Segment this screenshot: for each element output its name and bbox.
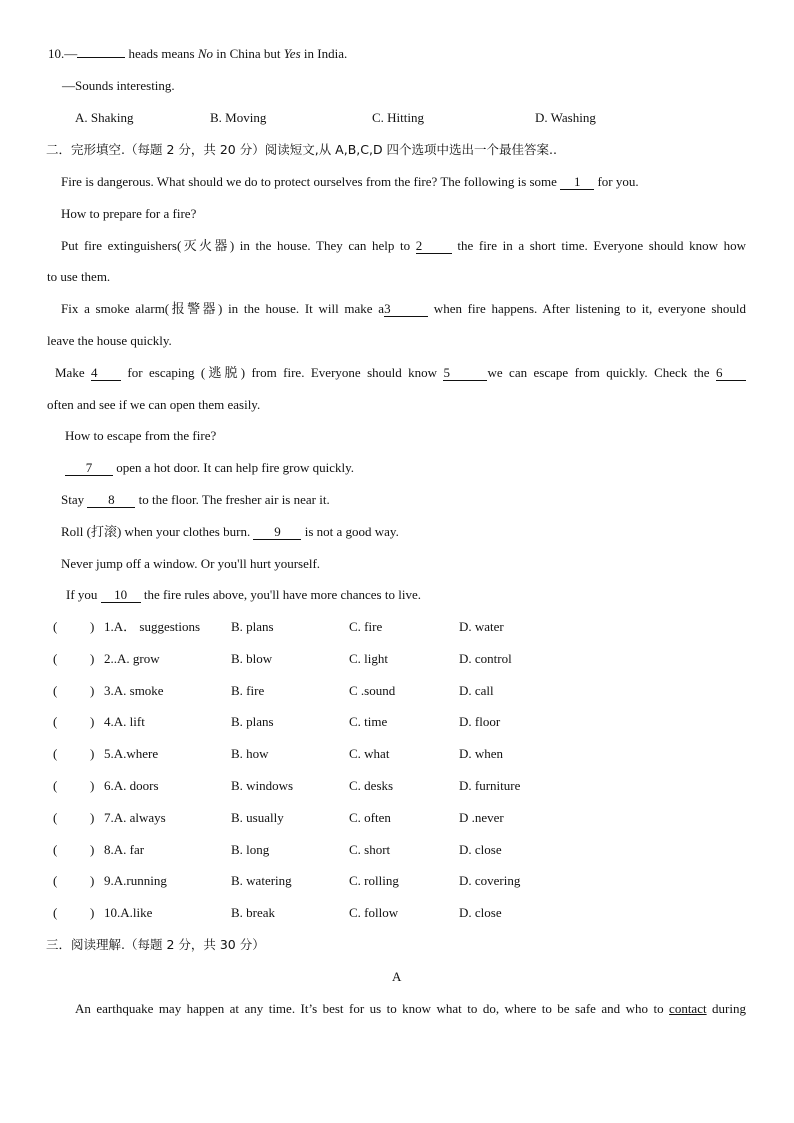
choice-option-b: B. plans <box>231 714 274 729</box>
choice-option-d: D. water <box>459 619 504 634</box>
passage-text: open a hot door. It can help fire grow quickly. <box>113 460 355 475</box>
choice-option-a: 2..A. grow <box>104 651 160 666</box>
answer-bracket: ( <box>53 714 58 729</box>
choice-option-c: C. follow <box>349 905 399 920</box>
choice-option-b: B. watering <box>231 873 292 888</box>
passage-line <box>61 301 746 317</box>
choice-option-b: B. plans <box>231 619 274 634</box>
blank-7: 7 <box>65 461 113 476</box>
choice-option-a: 7.A. always <box>104 810 166 825</box>
passage-line <box>61 238 746 254</box>
choice-option-d: D. call <box>459 683 494 698</box>
blank-3: 3 <box>384 302 428 317</box>
choice-option-b: B. fire <box>231 683 265 698</box>
choice-option-a: 4.A. lift <box>104 714 145 729</box>
choice-option-c: C. what <box>349 746 390 761</box>
choice-option-b: B. long <box>231 842 270 857</box>
answer-bracket: ( <box>53 619 58 634</box>
blank-4: 4 <box>91 366 121 381</box>
q10-text: heads means <box>125 46 198 61</box>
passage-text: Fix a smoke alarm(报警器) in the house. It will make a <box>61 301 385 316</box>
passage-text: for you. <box>594 174 639 189</box>
q10-option-b: B. Moving <box>210 110 267 125</box>
q10-option-c: C. Hitting <box>372 110 425 125</box>
passage-text: Put fire extinguishers(灭火器) in the house. They can help to <box>61 238 416 253</box>
passage-line <box>61 492 330 508</box>
answer-bracket: ( <box>53 651 58 666</box>
q10-text: in China but <box>212 46 284 61</box>
passage-text: for escaping (逃脱) from fire. Everyone should know <box>121 365 444 380</box>
choice-option-c: C. time <box>349 714 388 729</box>
passage-line: leave the house quickly. <box>47 333 172 348</box>
q10-option-a: A. Shaking <box>75 110 134 125</box>
passage-text: If you <box>66 587 101 602</box>
choice-option-b: B. usually <box>231 810 284 825</box>
choice-option-a: 6.A. doors <box>104 778 159 793</box>
choice-option-d: D. close <box>459 905 502 920</box>
passage-text: during <box>706 1001 746 1016</box>
choice-option-c: C. fire <box>349 619 383 634</box>
choice-option-d: D. furniture <box>459 778 521 793</box>
answer-bracket: ) <box>90 873 95 888</box>
choice-option-a: 1.A． suggestions <box>104 619 201 634</box>
choice-option-d: D. covering <box>459 873 521 888</box>
choice-option-b: B. windows <box>231 778 294 793</box>
passage-line: Never jump off a window. Or you'll hurt yourself. <box>61 556 321 571</box>
answer-bracket: ) <box>90 714 95 729</box>
q10-option-d: D. Washing <box>535 110 596 125</box>
choice-option-c: C. often <box>349 810 391 825</box>
section3-heading: 三．阅读理解.（每题 2 分，共 30 分） <box>46 937 265 952</box>
passage-line: to use them. <box>47 269 111 284</box>
blank-5: 5 <box>443 366 487 381</box>
blank-8: 8 <box>87 493 135 508</box>
choice-option-a: 3.A. smoke <box>104 683 164 698</box>
q10-no: No <box>197 46 213 61</box>
passage-line <box>75 1001 746 1017</box>
passage-text: we can escape from quickly. Check the <box>487 365 716 380</box>
passage-line <box>61 524 399 540</box>
subheading-prepare: How to prepare for a fire? <box>61 206 197 221</box>
choice-option-d: D. floor <box>459 714 501 729</box>
choice-option-c: C .sound <box>349 683 396 698</box>
answer-bracket: ) <box>90 905 95 920</box>
answer-bracket: ( <box>53 905 58 920</box>
q10-yes: Yes <box>283 46 301 61</box>
q10-text: in India. <box>300 46 348 61</box>
answer-bracket: ( <box>53 683 58 698</box>
q10-reply: —Sounds interesting. <box>62 78 175 93</box>
blank-2: 2 <box>416 239 452 254</box>
answer-bracket: ( <box>53 778 58 793</box>
blank-1: 1 <box>560 175 594 190</box>
choice-option-a: 10.A.like <box>104 905 153 920</box>
subheading-escape: How to escape from the fire? <box>65 428 217 443</box>
choice-option-c: C. rolling <box>349 873 399 888</box>
passage-text: An earthquake may happen at any time. It’s best for us to know what to do, where to be safe and who to <box>75 1001 670 1016</box>
passage-line <box>66 587 421 603</box>
answer-bracket: ( <box>53 746 58 761</box>
passage-text: the fire in a short time. Everyone should know how <box>451 238 746 253</box>
answer-bracket: ) <box>90 651 95 666</box>
q10-line <box>48 46 347 62</box>
answer-bracket: ) <box>90 619 95 634</box>
choice-option-c: C. desks <box>349 778 394 793</box>
answer-bracket: ) <box>90 683 95 698</box>
passage-text: Roll (打滚) when your clothes burn. <box>61 524 254 539</box>
passage-line <box>65 460 354 476</box>
passage-line <box>55 365 746 381</box>
answer-bracket: ( <box>53 810 58 825</box>
choice-option-d: D. when <box>459 746 504 761</box>
choice-option-d: D. close <box>459 842 502 857</box>
passage-text: Stay <box>61 492 88 507</box>
passage-text: Fire is dangerous. What should we do to protect ourselves from the fire? The following is some <box>61 174 561 189</box>
answer-bracket: ) <box>90 746 95 761</box>
answer-bracket: ) <box>90 842 95 857</box>
section2-heading: 二．完形填空.（每题 2 分，共 20 分）阅读短文,从 A,B,C,D 四个选项中选出一个最佳答案.. <box>46 142 557 157</box>
choice-option-a: 9.A.running <box>104 873 167 888</box>
passage-text: to the floor. The fresher air is near it. <box>135 492 330 507</box>
blank-10: 10 <box>101 588 141 603</box>
choice-option-b: B. break <box>231 905 276 920</box>
passage-label: A <box>392 969 402 984</box>
underlined-word: contact <box>669 1001 707 1016</box>
answer-bracket: ) <box>90 778 95 793</box>
choice-option-b: B. how <box>231 746 269 761</box>
answer-bracket: ( <box>53 873 58 888</box>
choice-option-b: B. blow <box>231 651 273 666</box>
passage-text: the fire rules above, you'll have more chances to live. <box>140 587 421 602</box>
choice-option-a: 8.A. far <box>104 842 145 857</box>
q10-blank <box>77 57 125 58</box>
passage-text: is not a good way. <box>301 524 399 539</box>
passage-line: often and see if we can open them easily. <box>47 397 261 412</box>
choice-option-c: C. light <box>349 651 389 666</box>
blank-9: 9 <box>253 525 301 540</box>
answer-bracket: ) <box>90 810 95 825</box>
choice-option-c: C. short <box>349 842 391 857</box>
choice-option-a: 5.A.where <box>104 746 159 761</box>
answer-bracket: ( <box>53 842 58 857</box>
passage-line <box>61 174 639 190</box>
passage-text: when fire happens. After listening to it, everyone should <box>428 301 747 316</box>
choice-option-d: D. control <box>459 651 512 666</box>
passage-text: Make <box>55 365 92 380</box>
choice-option-d: D .never <box>459 810 504 825</box>
q10-number: 10.— <box>48 46 78 61</box>
blank-6: 6 <box>716 366 746 381</box>
